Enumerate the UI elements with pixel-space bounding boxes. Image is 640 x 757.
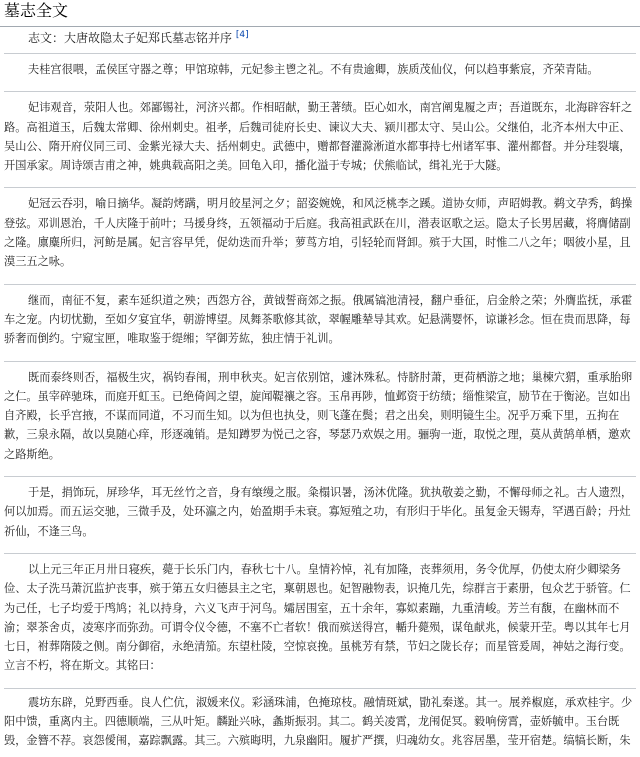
page-title: 墓志全文 (0, 0, 640, 27)
paragraph: 以上元三年正月卅日寝疾，薨于长乐门内，春秋七十八。皇情衿悼，礼有加隆，丧葬须用，务令优厚，仍使太府少卿梁务俭、太子洗马萧沉监护丧事，殡于第五女归德县主之宅，稟朝恩也。妃智融物表，识掩几先，综群言于素册，包众艺于骄管。仁为己任，七子均爱于鸤鸠；礼以持身，六义飞声于河鸟。孀居围室，五十余年，寡姒素蹦，九重清峻。芳兰有馥，在幽林而不渝；翠茶舍贞，凌寒序而弥劲。可谓令仪令德，不塞不亡者软！俄而殡送得宫，輴升薨殒，谋龟献兆，候蒙开茔。粤以其年七月七日，祔葬隋陵之侧。南分御宿，永绝清笳。东望杜陵，空惊哀挽。虽桃芳有禁，节妇之陇长存；而星管爰周，神姑之海行变。立言不朽，将在斯文。其铭曰： (4, 562, 631, 673)
inscription-title-line (4, 29, 636, 47)
paragraph: 妃讳观音，荥阳人也。郊鄙锡社，河济兴都。作相昭献，勤王著绩。臣心如水，南宫阐鬼履之声；吾道既东，北海辟容轩之路。高祖道玉，后魏太常卿、徐州刺史。祖孝，后魏司徒府长史、谏议大夫、颍川郡太守、吴山公。父继伯，北齐本州大中正、吴山公、隋开府仪同三司、金紫光禄大夫、括州刺史。武德中，赠都督灌滁淅道水都事持七州诸军事、灌州都督。并分珪裂壤，开国承家。周诗颂吉甫之神，姚典载高阳之美。回龟入印，播化溢于专城；伏熊临试，缉礼光于大隧。 (4, 101, 633, 173)
section-palace (4, 285, 636, 362)
paragraph: 妃冠云吞羽，喻日摘华。凝韵烤蹒，明月皎星河之夕；韶姿婉娩，和风泛桃李之蹊。道协女师，声昭姆教。鹈文孕秀，鹤操登弦。邓训恩治，千人庆隆于前叶；马援身终，五领福动于后庭。我高祖武跃在川，潜表讴歌之运。隐太子长男居藏，将膺储副之隆。廪麋所归，河鲂是属。妃言容早凭，促幼迭而升举；萝茑方垍，引轻轮而肾卸。殡于大国，时惟二八之年；咽彼小星，且漠三五之咏。 (4, 197, 633, 269)
section-lineage (4, 92, 636, 188)
section-mourning (4, 477, 636, 554)
paragraph: 既而泰终则否，福极生灾，祸钧春闱，刑申秋夹。妃言依别馆，遽沐殊私。恃脐肘萧，更荷栖游之地；巢楝穴猬，重承胎卵之仁。虽宰碎驰珠，而庭开虹玉。已绝倚闾之望，旋闻鞮禳之容。玉帛再陟，恤邺资于纺绩；缁惟梁宣，励节在于衡泌。岂如出自齐殿，长乎宫掖，不谋而同道，不习而生知。以为但也执殳，则飞蓬在鬓；君之出矣，则明镜生尘。况乎万乘下里，五拘在歉，三泉永隔，故以臭随心痒，形逐魂销。是知蹲罗为悦己之容，琴瑟乃欢娱之用。骊驹一逝，取悦之理，莫从黄鹄单栖，邀欢之路斯绝。 (4, 370, 633, 461)
section-death (4, 554, 636, 689)
inscription-title: 大唐故隐太子妃郑氏墓志铭并序 (64, 31, 233, 45)
section-calamity (4, 362, 636, 477)
inscription-label: 志文： (28, 31, 65, 45)
paragraph: 夫桂宫很喂，孟侯匡守器之尊；甲馆琼韩，元妃参主鬯之礼。不有贵逾卿，族质茂仙仪，何以趋事紫宸，齐荣青陆。 (28, 63, 599, 76)
paragraph: 震坊东辟，兑野西垂。良人伫伉，淑媛来仪。彩涵珠浦，色掩琼枝。融情斑斌，勖礼秦遂。其一。展养椒庭，承欢桂宇。少阳中馈，重离内主。四德顺端，三从叶矩。麟趾兴咏，螽斯振羽。其二。鹤关凌霄，龙闱促冥。毅响傍霄，壶娇毓申。玉台既毁，金簪不荐。哀怨僾闱，嘉踪飘露。其三。六殡晦明，九泉幽阳。履扩严撰，归魂幼女。兆容居墨，莹开宿楚。缟犒长断，朱 (4, 695, 633, 748)
section-preface (4, 54, 636, 92)
article-content (0, 27, 640, 757)
reference-link[interactable]: [4] (235, 30, 249, 40)
section-virtue (4, 188, 636, 284)
inscription-header (4, 27, 636, 54)
paragraph: 继而，南征不复，素车延织道之殃；西怨方谷，黄钺誓商郊之振。俄属镐池清祲，翻户垂征，启金舲之荣；外膺监抚，承霍车之宠。内切忧勤，至如夕宴宜华，朝游博望。凤舞茶歌修其欲，翠幄雕辇导其欢。妃悬满婴怀，谅谦衫念。恒在贵而思降，每骄奢而倒约。宁窥宝匣，唯取鉴于缇缃；罕御芳紘，独庄情于礼训。 (4, 293, 633, 346)
paragraph: 于是，捐饰玩，屏珍华，耳无丝竹之音，身有缞缦之服。粂榻识暑，汤沐优隆。犹执敬姜之勤，不懈母师之礼。古人遗烈，何以加焉。而五运交驰，三微手及，处环瀛之内，始盈期手未衰。寡短殖之功，有形归于毕化。虽复金天锡寿，罕遇百龄；丹灶祈仙，不逢三鸟。 (4, 486, 633, 538)
section-epitaph (4, 689, 636, 757)
